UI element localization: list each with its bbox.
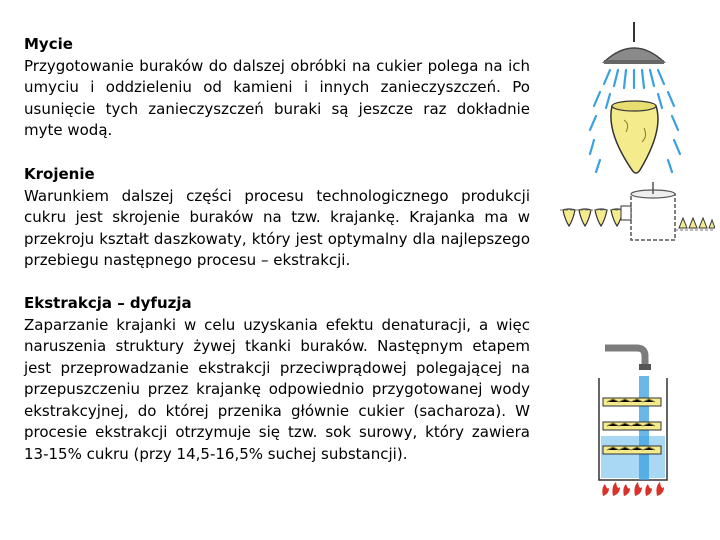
section-heading: Ekstrakcja – dyfuzja [24,294,192,312]
section-washing [24,34,530,142]
beet-slicer-icon [555,180,715,250]
section-body: Przygotowanie buraków do dalszej obróbki na cukier polega na ich umyciu i oddzieleniu od kamieni i innych zanieczyszczeń. Po usunięcie tych zanieczyszczeń buraki są jeszcze raz dokładnie myte wodą. [24,56,530,139]
diffusion-tower-icon [585,340,680,500]
section-body: Zaparzanie krajanki w celu uzyskania efektu denaturacji, a więc naruszenia struktury żywej tkanki buraków. Następnym etapem jest przeprowadzanie ekstrakcji przeciwprądowej polegającej na przepuszczeniu przez krajankę odpowiednio przygotowanej wody ekstrakcyjnej, do której przenika głównie cukier (sacharoza). W procesie ekstrakcji otrzymuje się tzw. sok surowy, który zawiera 13-15% cukru (przy 14,5-16,5% suchej substancji). [24,315,530,463]
section-heading: Krojenie [24,165,95,183]
section-extraction [24,293,530,465]
section-body: Warunkiem dalszej części procesu technologicznego produkcji cukru jest skrojenie buraków na tzw. krajankę. Krajanka ma w przekroju kształt daszkowaty, który jest optymalny dla najlepszego przebiegu następnego procesu – ekstrakcji. [24,186,530,269]
shower-beet-icon [560,20,700,180]
section-cutting [24,164,530,272]
section-heading: Mycie [24,35,73,53]
